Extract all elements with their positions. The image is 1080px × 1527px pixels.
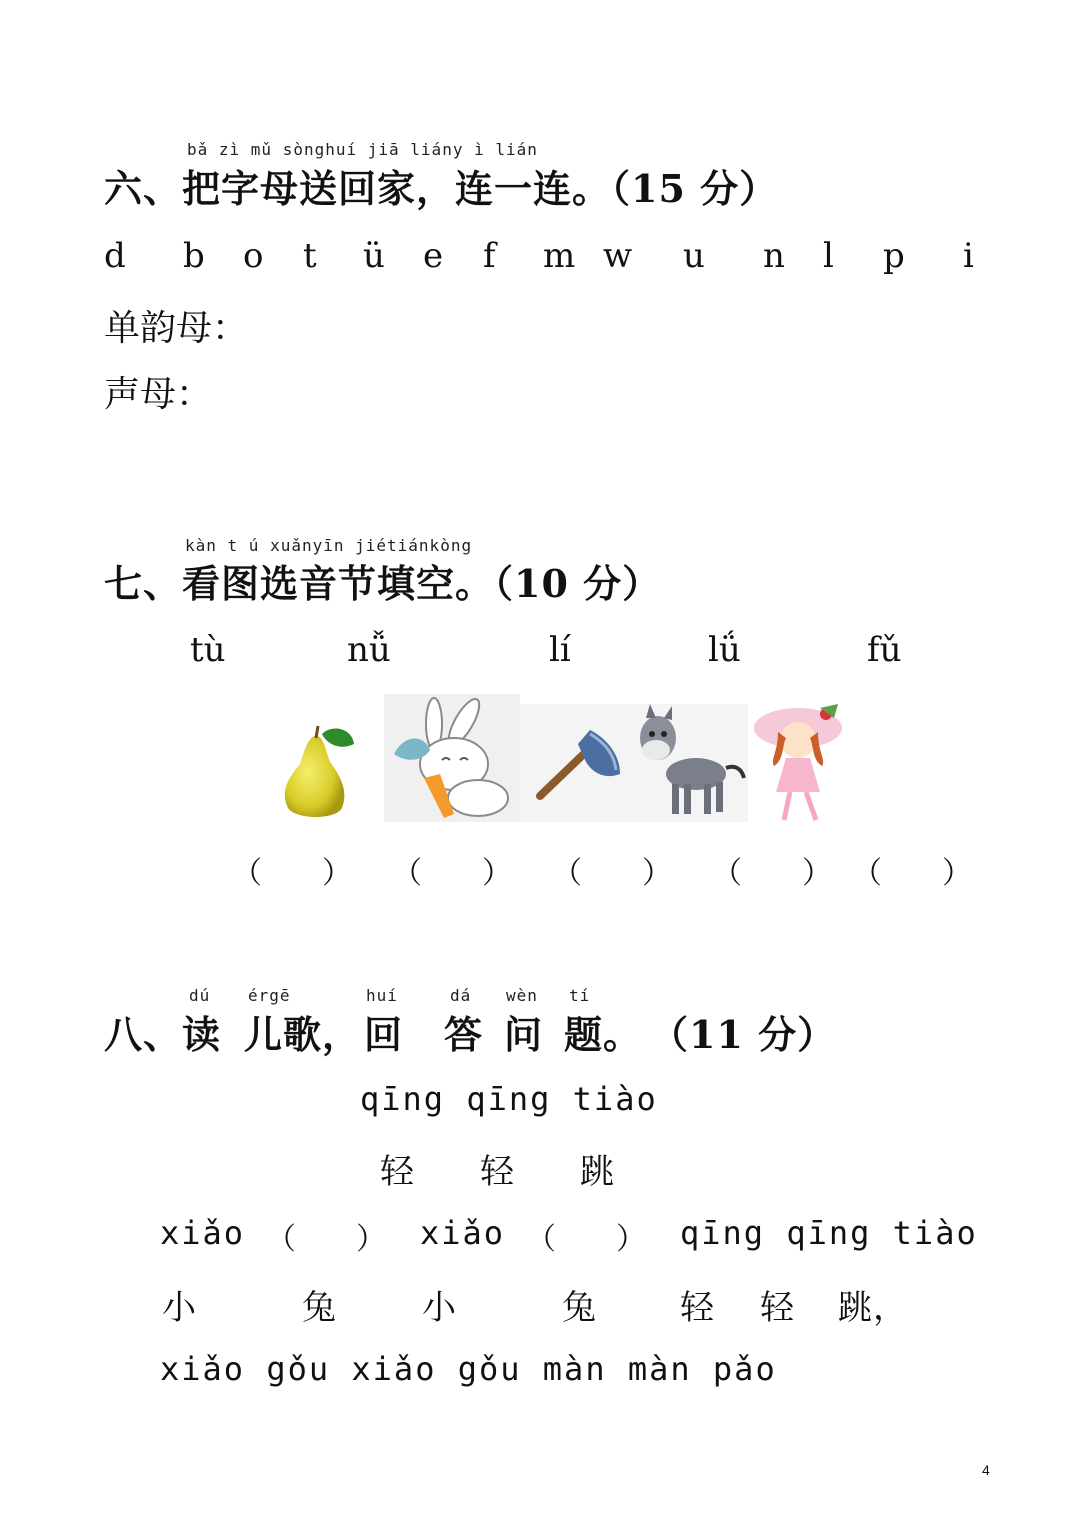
rabbit-picture	[384, 694, 520, 822]
section8-pinyin-hui: huí	[366, 986, 398, 1005]
syllable-fu: fǔ	[867, 630, 902, 670]
letter-item[interactable]: p	[883, 236, 905, 276]
poem-char: 轻	[480, 1152, 515, 1192]
page-number: 4	[982, 1462, 990, 1478]
syllable-li: lí	[549, 630, 571, 670]
section8-title-part: 儿歌，	[244, 1012, 362, 1057]
letter-item[interactable]: w	[603, 236, 633, 276]
letter-item[interactable]: e	[423, 236, 444, 276]
letter-item[interactable]: i	[963, 236, 974, 276]
section7-pinyin: kàn t ú xuǎnyīn jiétiánkòng	[185, 536, 473, 555]
answer-blank[interactable]: （ ）	[552, 856, 672, 891]
section8-title-part: 题。	[564, 1012, 643, 1057]
poem-char: 兔	[562, 1288, 597, 1328]
poem-char: 轻	[380, 1152, 415, 1192]
poem-char: 轻	[760, 1288, 795, 1328]
poem-char: 小	[162, 1288, 197, 1328]
pear-picture	[272, 722, 362, 822]
section8-title-part: 八、读	[104, 1012, 222, 1057]
letter-item[interactable]: l	[823, 236, 834, 276]
section8-pinyin-da: dá	[450, 986, 472, 1005]
answer-blank[interactable]: （ ）	[852, 856, 972, 891]
section8-pinyin-wen: wèn	[506, 986, 538, 1005]
poem-line3-pinyin: xiǎo gǒu xiǎo gǒu màn màn pǎo	[160, 1350, 777, 1388]
section6-title: 六、把字母送回家，连一连。（15 分）	[104, 166, 779, 211]
section8-title-part: 答	[444, 1012, 484, 1057]
answer-blank[interactable]: （ ）	[266, 1222, 386, 1257]
section8-title-part: 回	[364, 1012, 404, 1057]
poem-line1-pinyin: qīng qīng tiào	[360, 1080, 658, 1118]
answer-blank[interactable]: （ ）	[232, 856, 352, 891]
poem-char: 跳	[580, 1152, 615, 1192]
poem-char: 跳，	[838, 1288, 908, 1328]
poem-char: 兔	[302, 1288, 337, 1328]
syllable-tu: tù	[190, 630, 226, 670]
answer-blank[interactable]: （ ）	[392, 856, 512, 891]
letter-item[interactable]: b	[183, 236, 205, 276]
letter-item[interactable]: u	[683, 236, 705, 276]
letter-item[interactable]: t	[303, 236, 317, 276]
poem-line2-pinyin: qīng qīng tiào	[680, 1214, 978, 1252]
answer-blank[interactable]: （ ）	[712, 856, 832, 891]
section8-title-part: （11 分）	[650, 1012, 837, 1057]
poem-line2-pinyin: xiǎo	[160, 1214, 246, 1252]
poem-char: 小	[422, 1288, 457, 1328]
label-initial: 声母：	[104, 374, 213, 415]
section8-pinyin-du: dú	[189, 986, 211, 1005]
letter-item[interactable]: ü	[363, 236, 385, 276]
letter-item[interactable]: d	[104, 236, 126, 276]
letter-item[interactable]: o	[243, 236, 264, 276]
section8-pinyin-erge: érgē	[248, 986, 291, 1005]
answer-blank[interactable]: （ ）	[526, 1222, 646, 1257]
poem-char: 轻	[680, 1288, 715, 1328]
section6-pinyin: bǎ zì mǔ sònghuí jiā liány ì lián	[187, 140, 538, 159]
section8-pinyin-ti: tí	[569, 986, 591, 1005]
letter-row	[104, 236, 1004, 280]
girl-picture	[750, 702, 850, 824]
axe-picture	[520, 704, 632, 822]
letter-item[interactable]: m	[543, 236, 576, 276]
letter-item[interactable]: n	[763, 236, 785, 276]
letter-item[interactable]: f	[483, 236, 496, 276]
syllable-lu: lǘ	[708, 630, 741, 670]
label-single-vowel: 单韵母：	[104, 308, 249, 349]
poem-line2-pinyin: xiǎo	[420, 1214, 506, 1252]
section8-title-part: 问	[504, 1012, 544, 1057]
syllable-nu: nǚ	[347, 630, 391, 670]
section7-title: 七、看图选音节填空。（10 分）	[104, 561, 662, 606]
donkey-picture	[632, 704, 748, 822]
